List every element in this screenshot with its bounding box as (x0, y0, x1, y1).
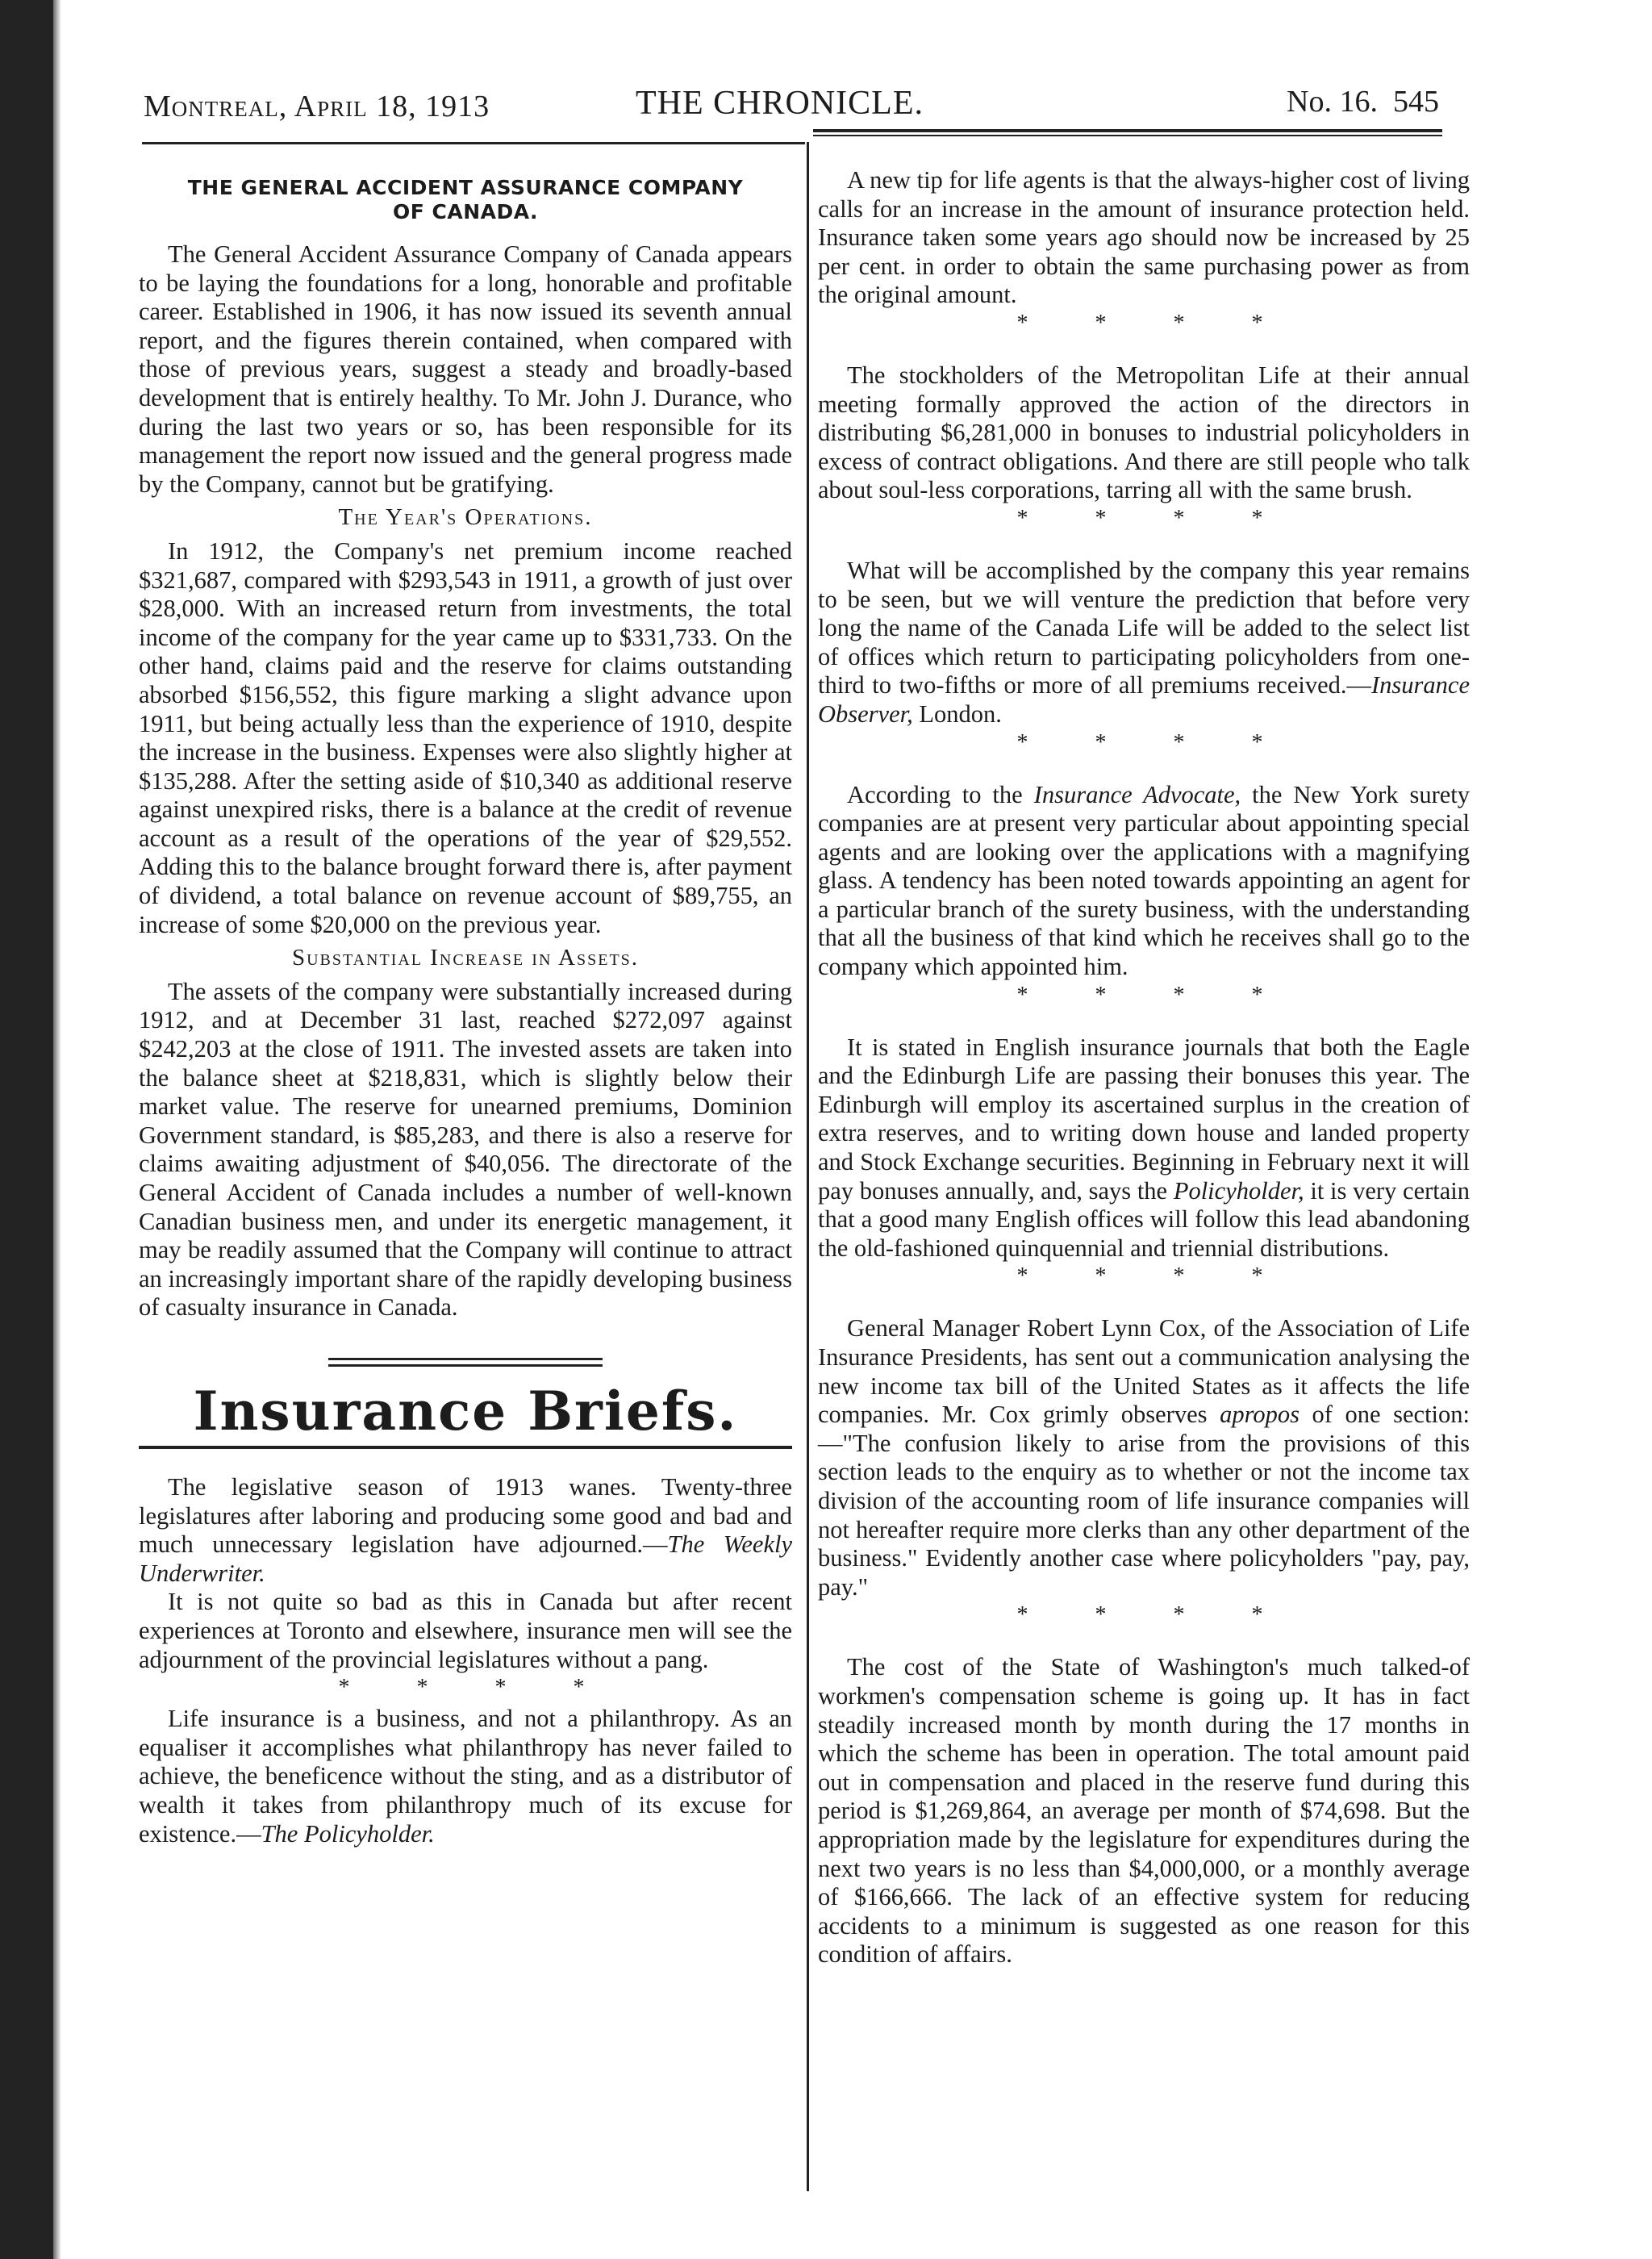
brief-paragraph: It is not quite so bad as this in Canada but after recent experiences at Toronto and elsewhere, insurance men will see the adjournment of the provincial legislatures without a pang. (139, 1588, 792, 1673)
scan-edge-shadow (53, 0, 61, 2259)
separator-stars: * * * * (1016, 1602, 1294, 1628)
brief-paragraph: According to the Insurance Advocate, the New York surety companies are at present very particular about appointing special agents and are looking over the applications with a magnifying glass. A tendency has been noted towards appointing an agent for a particular branch of the surety business, with the understanding that all the business of that kind which he receives shall go to the company which appointed him. (818, 780, 1470, 981)
header-title: THE CHRONICLE. (636, 85, 924, 122)
page-header (144, 82, 1439, 131)
brief-paragraph: The cost of the State of Washington's much talked-of workmen's compensation scheme is going up. It has in fact steadily increased month by month during the 17 months in which the scheme has been in operation. The total amount paid out in compensation and placed in the reserve fund during this period is $1,269,864, an average per month of $74,698. But the appropriation made by the legislature for expenditures during the next two years is no less than $4,000,000, or a monthly average of $166,666. The lack of an effective system for reducing accidents to a minimum is suggested as one reason for this condition of affairs. (818, 1653, 1470, 1969)
separator-stars: * * * * (1016, 1263, 1294, 1289)
page-number: 545 (1393, 85, 1439, 119)
header-number-page (1287, 84, 1439, 119)
briefs-heading-rule (139, 1446, 792, 1449)
article-paragraph: The General Accident Assurance Company of Canada appears to be laying the foundations for a long, honorable and profitable career. Established in 1906, it has now issued its seventh annual report, and the figures therein contained, when compared with those of previous years, suggest a steady and broadly-based development that is entirely healthy. To Mr. John J. Durance, who during the last two years or so, has been responsible for its management the report now issued and the general progress made by the Company, cannot but be gratifying. (139, 240, 792, 498)
brief-paragraph: The legislative season of 1913 wanes. Twenty-three legislatures after laboring and producing some good and bad and much unnecessary legislation have adjourned.—The Weekly Underwriter. (139, 1472, 792, 1587)
separator-stars: * * * * (1016, 310, 1294, 336)
section-subheading: Substantial Increase in Assets. (291, 945, 640, 971)
brief-paragraph: A new tip for life agents is that the always-higher cost of living calls for an increase in the amount of insurance protection held. Insurance taken some years ago should now be increased by 25 per cent. in order to obtain the same purchasing power as from the original amount. (818, 166, 1470, 309)
separator-stars: * * * * (338, 1675, 615, 1701)
article-title-line-2: OF CANADA. (392, 200, 539, 223)
brief-paragraph: What will be accomplished by the company this year remains to be seen, but we will venture the prediction that before very long the name of the Canada Life will be added to the select list of offices which return to participating policyholders from one-third to two-fifths or more of all premiums received.—Insurance Observer, London. (818, 556, 1470, 728)
source-citation: Insurance Observer, (818, 671, 1470, 728)
brief-paragraph: The stockholders of the Metropolitan Life at their annual meeting formally approved the action of the directors in distributing $6,281,000 in bonuses to industrial policyholders in excess of contract obligations. And there are still people who talk about soul-less corporations, tarring all with the same brush. (818, 361, 1470, 504)
article-title (139, 176, 792, 224)
header-rule-left (142, 142, 805, 144)
source-citation: The Weekly Underwriter. (139, 1530, 792, 1587)
scan-edge (0, 0, 53, 2259)
source-citation: Policyholder, (1173, 1176, 1304, 1205)
right-column (818, 166, 1470, 1969)
separator-stars: * * * * (1016, 505, 1294, 531)
issue-number: No. 16. (1287, 85, 1378, 119)
separator-stars: * * * * (1016, 729, 1294, 755)
source-citation: Insurance Advocate, (1033, 780, 1241, 808)
separator-stars: * * * * (1016, 982, 1294, 1008)
source-citation: The Policyholder. (261, 1819, 435, 1848)
column-divider (807, 142, 809, 2191)
italic-term: apropos (1220, 1401, 1299, 1429)
briefs-double-rule (328, 1358, 603, 1367)
left-column (139, 169, 792, 1848)
briefs-heading: Insurance Briefs. (193, 1379, 738, 1443)
brief-paragraph: It is stated in English insurance journals that both the Eagle and the Edinburgh Life are passing their bonuses this year. The Edinburgh will employ its ascertained surplus in the creation of extra reserves, and to writing down house and landed property and Stock Exchange securities. Beginning in February next it will pay bonuses annually, and, says the Policyholder, it is very certain that a good many English offices will follow this lead abandoning the old-fashioned quinquennial and triennial distributions. (818, 1033, 1470, 1262)
article-paragraph: In 1912, the Company's net premium income reached $321,687, compared with $293,543 in 1911, a growth of just over $28,000. With an increased return from investments, the total income of the company for the year came up to $331,733. On the other hand, claims paid and the reserve for claims outstanding absorbed $156,552, this figure marking a slight advance upon 1911, but being actually less than the experience of 1910, despite the increase in the business. Expenses were also slightly higher at $135,288. After the setting aside of $10,340 as additional reserve against unexpired risks, there is a balance at the credit of revenue account as a result of the operations of the year of $29,552. Adding this to the balance brought forward there is, after payment of dividend, a total balance on revenue account of $89,755, an increase of some $20,000 on the previous year. (139, 537, 792, 938)
header-rule-right (813, 129, 1442, 136)
brief-paragraph: General Manager Robert Lynn Cox, of the Association of Life Insurance Presidents, has sent out a communication analysing the new income tax bill of the United States as it affects the life companies. Mr. Cox grimly observes apropos of one section:—"The confusion likely to arise from the provisions of this section leads to the enquiry as to whether or not the income tax division of the accounting room of life insurance companies will not hereafter require more clerks than any other department of the business." Evidently another case where policyholders "pay, pay, pay." (818, 1314, 1470, 1601)
section-subheading: The Year's Operations. (338, 504, 593, 531)
article-title-line-1: THE GENERAL ACCIDENT ASSURANCE COMPANY (187, 176, 744, 199)
brief-paragraph: Life insurance is a business, and not a philanthropy. As an equaliser it accomplishes what philanthropy has never failed to achieve, the beneficence without the sting, and as a distributor of wealth it takes from philanthropy much of its excuse for existence.—The Policyholder. (139, 1705, 792, 1848)
header-place-date: Montreal, April 18, 1913 (144, 90, 490, 123)
article-paragraph: The assets of the company were substantially increased during 1912, and at December 31 last, reached $272,097 against $242,203 at the close of 1911. The invested assets are taken into the balance sheet at $218,831, which is slightly below their market value. The reserve for unearned premiums, Dominion Government standard, is $85,283, and there is also a reserve for claims awaiting adjustment of $40,056. The directorate of the General Accident of Canada includes a number of well-known Canadian business men, and under its energetic management, it may be readily assumed that the Company will continue to attract an increasingly important share of the rapidly developing business of casualty insurance in Canada. (139, 977, 792, 1322)
